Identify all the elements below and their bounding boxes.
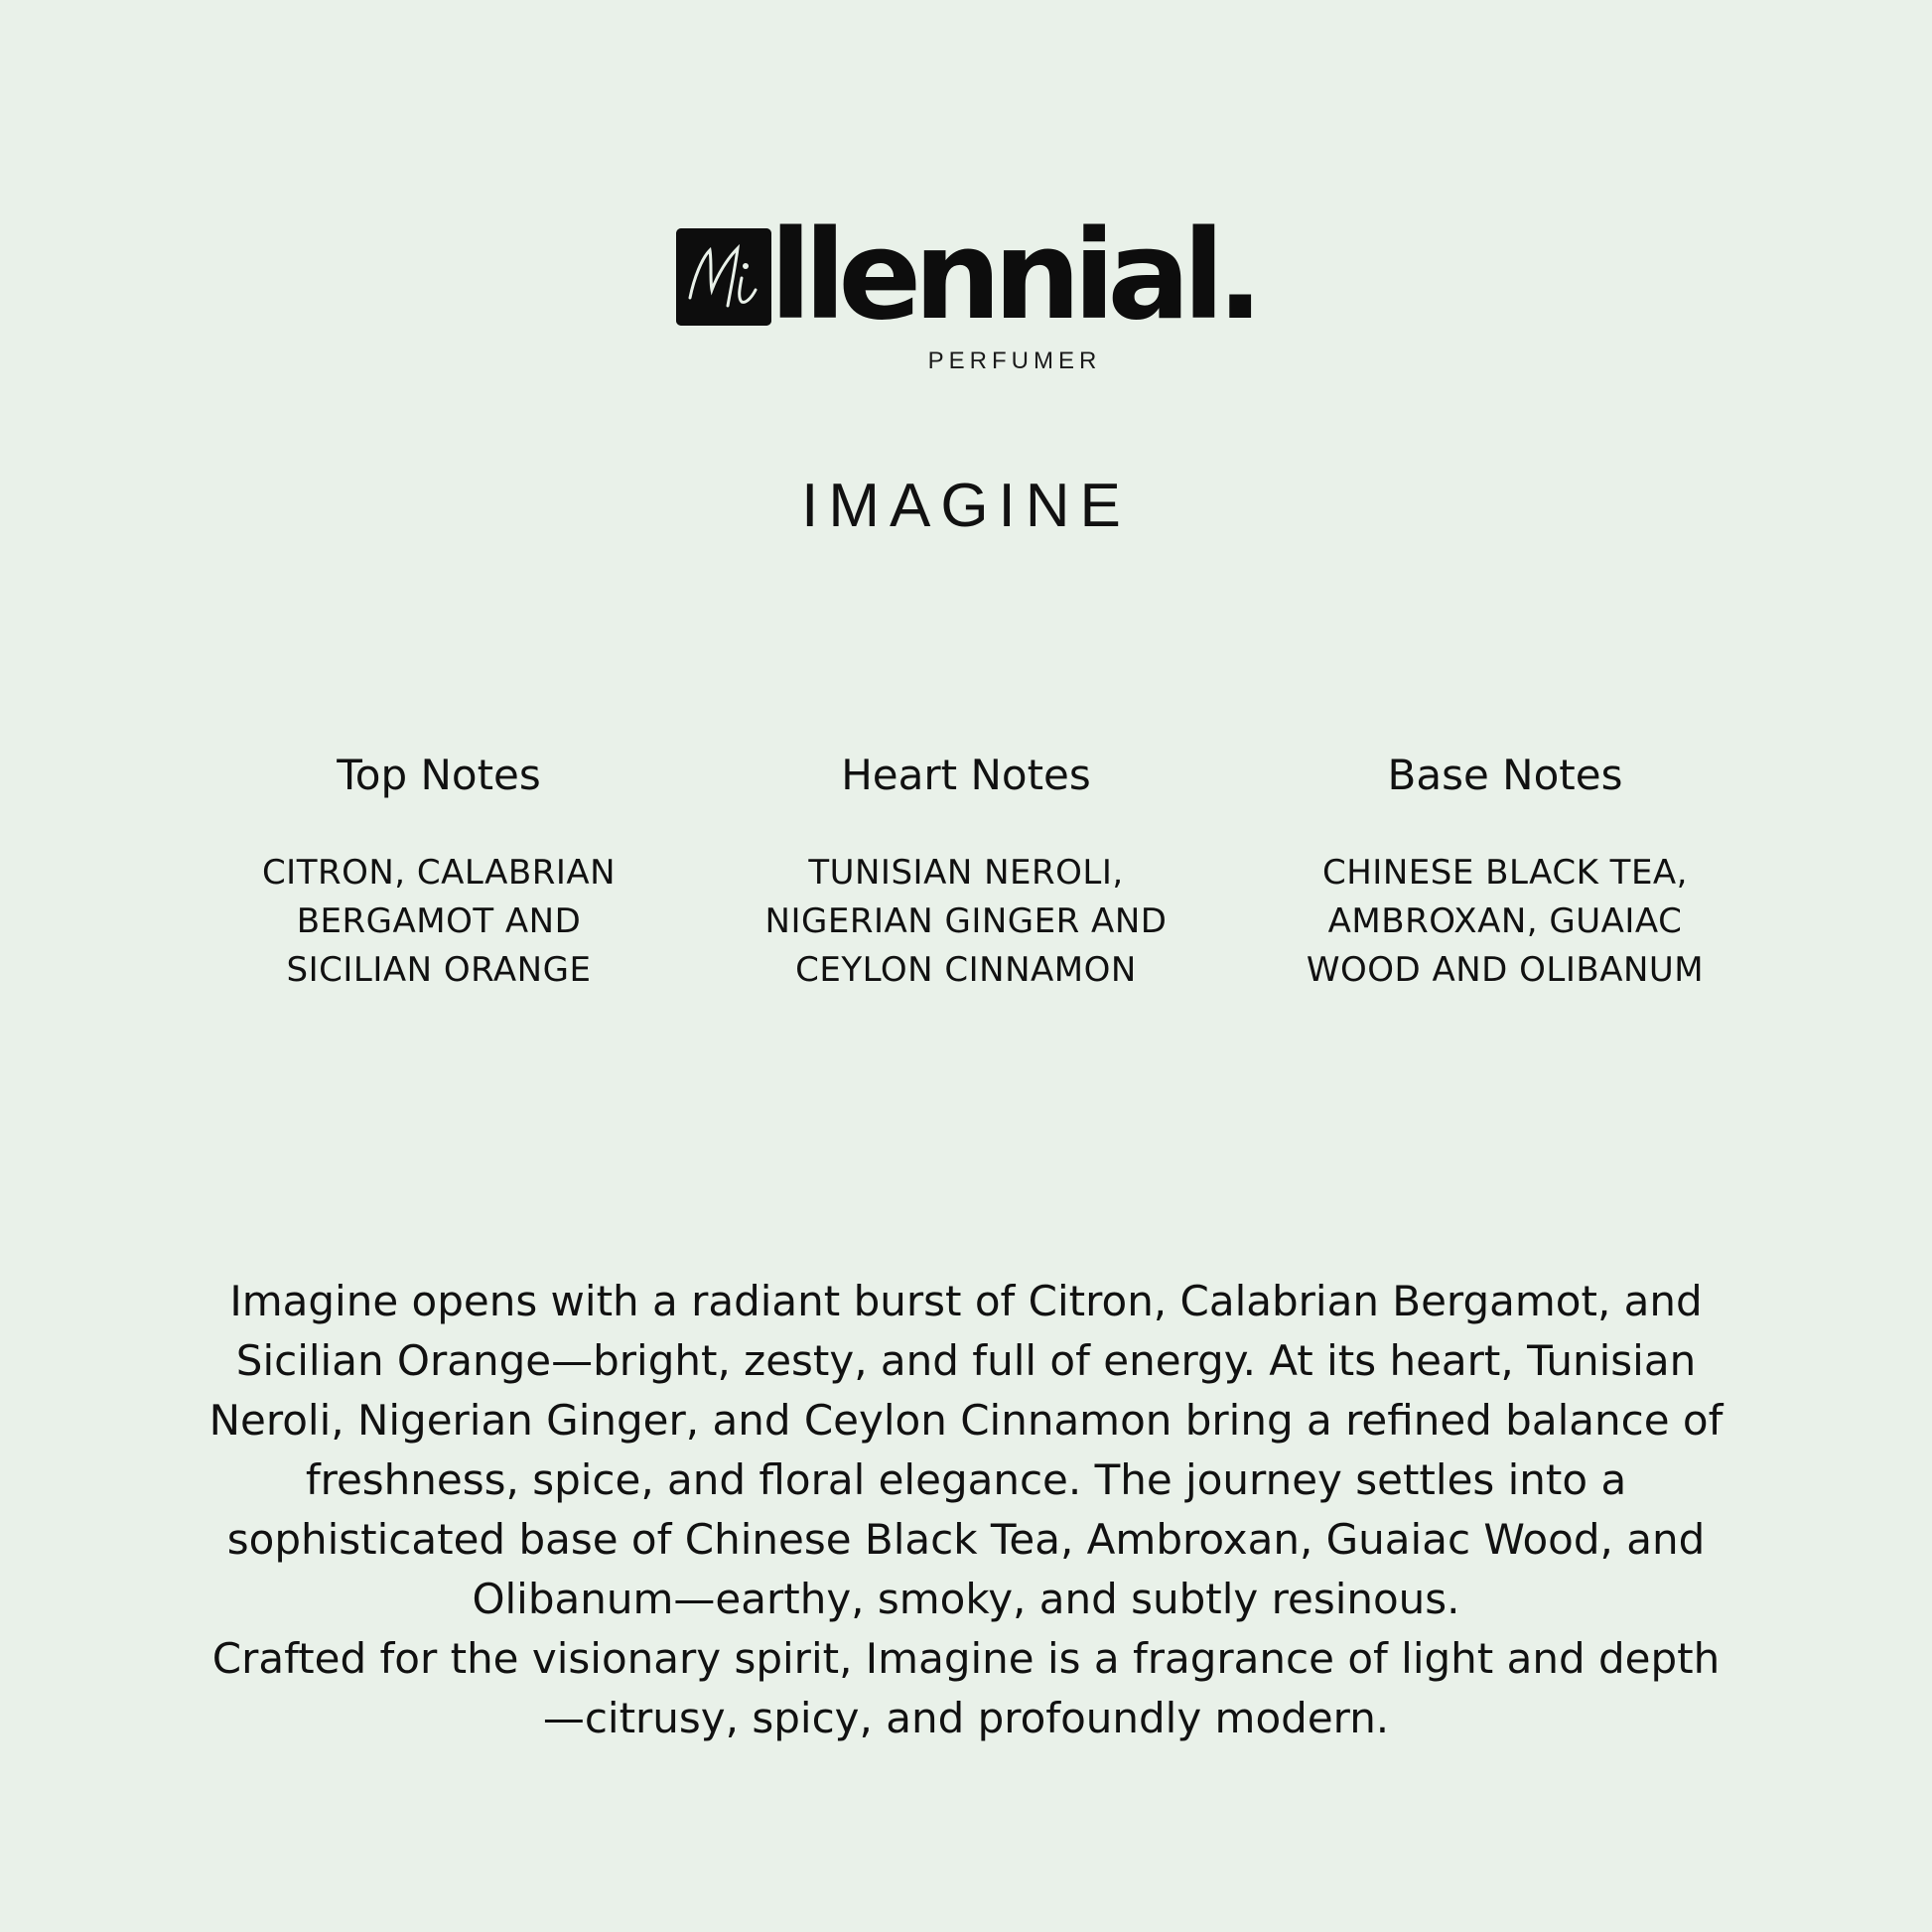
product-description [149, 1272, 1783, 1748]
top-notes-heading: Top Notes [337, 751, 541, 799]
note-line: AMBROXAN, GUAIAC [1327, 901, 1683, 941]
description-line: Sicilian Orange—bright, zesty, and full of energy. At its heart, Tunisian [235, 1336, 1697, 1385]
note-line: CEYLON CINNAMON [795, 950, 1137, 990]
product-title: IMAGINE [801, 472, 1131, 540]
heart-notes-column [748, 750, 1184, 995]
logo-lockup [676, 204, 1256, 347]
note-line: WOOD AND OLIBANUM [1306, 950, 1705, 990]
logo-mark-icon [676, 228, 771, 326]
note-line: NIGERIAN GINGER AND [764, 901, 1168, 941]
description-line: —citrusy, spicy, and profoundly modern. [542, 1694, 1390, 1742]
description-line: Crafted for the visionary spirit, Imagine is a fragrance of light and depth [211, 1634, 1721, 1683]
description-line: Olibanum—earthy, smoky, and subtly resinous. [472, 1575, 1460, 1623]
brand-wordmark: llennial. [769, 204, 1256, 347]
note-line: BERGAMOT AND [296, 901, 582, 941]
heart-notes-heading: Heart Notes [841, 751, 1091, 799]
notes-section [0, 750, 1932, 1008]
base-notes-heading: Base Notes [1387, 751, 1623, 799]
heart-notes-list [748, 849, 1184, 995]
description-line: Neroli, Nigerian Ginger, and Ceylon Cinnamon bring a refined balance of [208, 1396, 1724, 1445]
note-line: CITRON, CALABRIAN [261, 853, 617, 893]
note-line: CHINESE BLACK TEA, [1322, 853, 1688, 893]
description-line: sophisticated base of Chinese Black Tea, Ambroxan, Guaiac Wood, and [226, 1515, 1706, 1564]
brand-tagline: PERFUMER [927, 347, 1102, 374]
description-line: freshness, spice, and floral elegance. The journey settles into a [305, 1455, 1627, 1504]
top-notes-list [220, 849, 657, 995]
note-line: SICILIAN ORANGE [286, 950, 592, 990]
base-notes-column [1287, 750, 1724, 995]
note-line: TUNISIAN NEROLI, [808, 853, 1124, 893]
brand-logo [0, 204, 1932, 375]
top-notes-column [220, 750, 657, 995]
description-line: Imagine opens with a radiant burst of Citron, Calabrian Bergamot, and [229, 1277, 1703, 1325]
base-notes-list [1287, 849, 1724, 995]
